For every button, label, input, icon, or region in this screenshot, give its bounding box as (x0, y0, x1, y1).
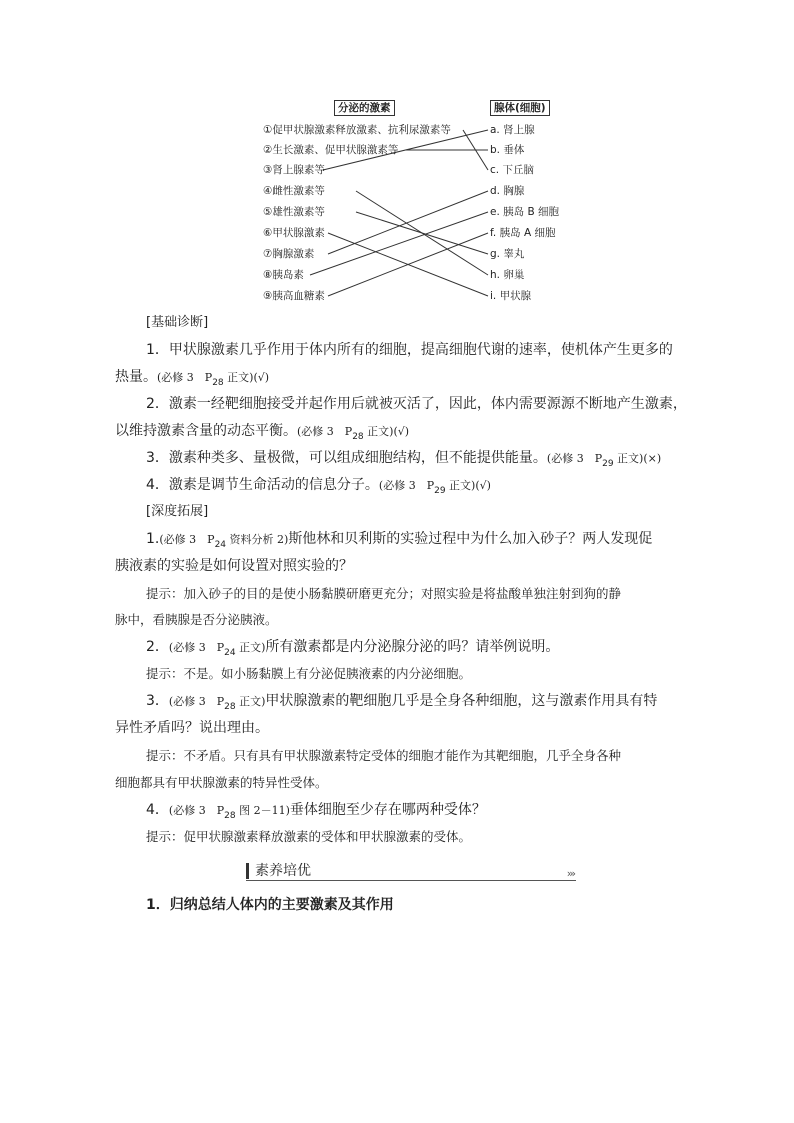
gland-item: c. 下丘脑 (490, 164, 534, 176)
deep-hint1-line2: 脉中，看胰腺是否分泌胰液。 (115, 612, 278, 627)
hormone-item: ②生长激素、促甲状腺激素等 (263, 144, 399, 156)
deep-hint3-line2: 细胞都具有甲状腺激素的特异性受体。 (115, 775, 328, 790)
right-column-header: 腺体(细胞) (490, 100, 550, 116)
basic-q3: 3．激素种类多、量极微，可以组成细胞结构，但不能提供能量。(必修 3 $P_{29}$ 正文)(×) (146, 450, 662, 469)
match-line (356, 212, 488, 254)
banner-bar (246, 863, 249, 879)
hormone-item: ④雌性激素等 (263, 185, 325, 197)
basic-q1-line2: 热量。(必修 3 $P_{28}$ 正文)(√) (115, 369, 270, 388)
deep-hint3-line1: 提示：不矛盾。只有具有甲状腺激素特定受体的细胞才能作为其靶细胞，几乎全身各种 (146, 748, 622, 763)
banner-rule (246, 880, 576, 881)
gland-item: f. 胰岛 A 细胞 (490, 227, 556, 239)
hormone-item: ①促甲状腺激素释放激素、抗利尿激素等 (263, 124, 451, 136)
section-banner (246, 861, 576, 881)
deep-section-title: [深度拓展] (146, 504, 209, 519)
hormone-item: ⑧胰岛素 (263, 269, 304, 281)
deep-q3-line1: 3．(必修 3 $P_{28}$ 正文)甲状腺激素的靶细胞几乎是全身各种细胞，这与激素作用具有特 (146, 693, 658, 712)
deep-q1-line2: 胰液素的实验是如何设置对照实验的？ (115, 558, 353, 574)
hormone-item: ⑤雄性激素等 (263, 206, 325, 218)
gland-item: g. 睾丸 (490, 248, 525, 260)
basic-q4: 4．激素是调节生命活动的信息分子。(必修 3 $P_{29}$ 正文)(√) (146, 477, 491, 496)
basic-section-title: [基础诊断] (146, 315, 209, 330)
deep-hint2: 提示：不是。如小肠黏膜上有分泌促胰液素的内分泌细胞。 (146, 666, 472, 681)
gland-item: e. 胰岛 B 细胞 (490, 206, 560, 218)
basic-q1-line1: 1．甲状腺激素几乎作用于体内所有的细胞，提高细胞代谢的速率，使机体产生更多的 (146, 342, 673, 358)
deep-hint1-line1: 提示：加入砂子的目的是使小肠黏膜研磨更充分；对照实验是将盐酸单独注射到狗的静 (146, 586, 622, 601)
left-column-header: 分泌的激素 (334, 100, 395, 116)
gland-item: i. 甲状腺 (490, 290, 532, 302)
gland-item: b. 垂体 (490, 144, 525, 156)
gland-item: h. 卵巢 (490, 269, 525, 281)
gland-item: d. 胸腺 (490, 185, 525, 197)
banner-title: 素养培优 (255, 863, 311, 879)
deep-q3-line2: 异性矛盾吗？说出理由。 (115, 720, 269, 736)
hormone-item: ⑦胸腺激素 (263, 248, 315, 260)
basic-q2-line1: 2．激素一经靶细胞接受并起作用后就被灭活了，因此，体内需要源源不断地产生激素， (146, 396, 687, 412)
hormone-item: ⑥甲状腺激素 (263, 227, 325, 239)
match-line (328, 191, 488, 254)
basic-q2-line2: 以维持激素含量的动态平衡。(必修 3 $P_{28}$ 正文)(√) (115, 423, 410, 442)
chevron-right-icon: ››› (566, 867, 574, 880)
deep-hint4: 提示：促甲状腺激素释放激素的受体和甲状腺激素的受体。 (146, 829, 472, 844)
gland-item: a. 肾上腺 (490, 124, 535, 136)
hormone-item: ③肾上腺素等 (263, 164, 325, 176)
hormone-item: ⑨胰高血糖素 (263, 290, 325, 302)
deep-q4: 4．(必修 3 $P_{28}$ 图 2－11)垂体细胞至少存在哪两种受体？ (146, 802, 486, 821)
section-item-1: 1．归纳总结人体内的主要激素及其作用 (146, 897, 394, 913)
hormone-gland-matching-diagram (258, 95, 568, 310)
deep-q2: 2．(必修 3 $P_{24}$ 正文)所有激素都是内分泌腺分泌的吗？请举例说明。 (146, 639, 560, 658)
deep-q1-line1: 1.(必修 3 $P_{24}$ 资料分析 2)斯他林和贝利斯的实验过程中为什么加入砂子？两人发现促 (146, 531, 653, 550)
